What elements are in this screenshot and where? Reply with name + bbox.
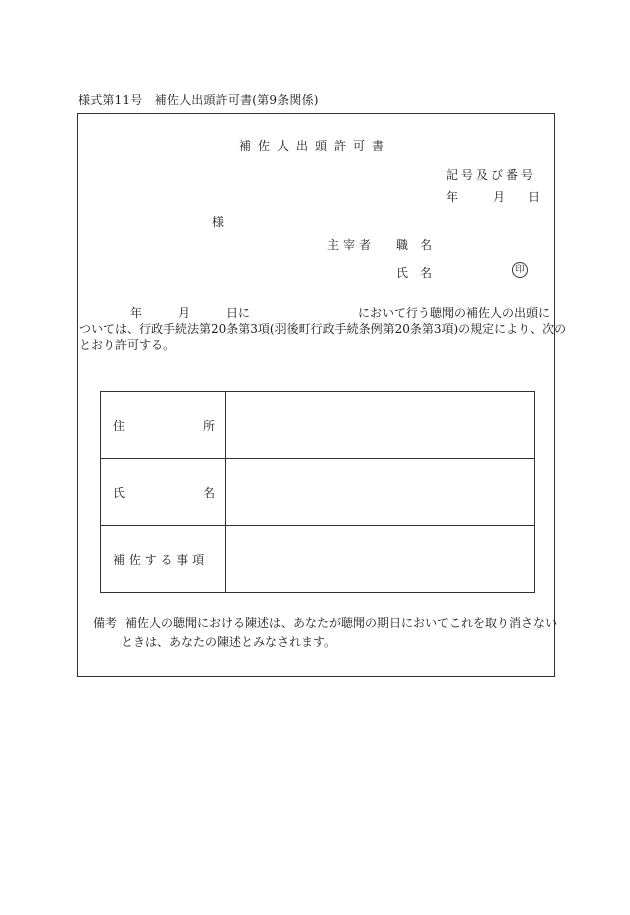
date-month: 月 [493,190,506,204]
issuer-title-label: 主宰者 [327,238,376,252]
body-line3: とおり許可する。 [79,338,176,352]
remarks-line1: 補佐人の聴聞における陳述は、あなたが聴聞の期日においてこれを取り消さない [125,616,558,630]
name-label: 氏 名 [396,266,433,280]
name-value-cell[interactable] [226,459,535,526]
body-year: 年 [130,306,143,320]
table-row [101,459,535,526]
body-day: 日に [226,306,251,320]
matters-value-cell[interactable] [226,526,535,593]
address-value-cell[interactable] [226,392,535,459]
remarks [93,614,557,633]
remarks-line2: ときは、あなたの陳述とみなされます。 [121,635,337,649]
addressee-suffix: 様 [212,215,225,229]
address-label-b: 所 [202,418,215,433]
table-row [101,526,535,593]
date-day: 日 [528,190,541,204]
name-label-a: 氏 [113,485,126,500]
body-line1-rest: において行う聴聞の補佐人の出頭に [358,306,551,320]
date-year: 年 [446,190,459,204]
name-label-cell [101,459,226,526]
permission-body [79,305,567,353]
position-label: 職 名 [396,238,433,252]
name-label-b: 名 [202,485,215,500]
document-number-label: 記号及び番号 [446,168,537,182]
body-line2: ついては、行政手続法第20条第3項(羽後町行政手続条例第20条第3項)の規定により、次の [79,322,567,336]
remarks-prefix: 備考 [93,616,118,630]
matters-label: 補 佐 す る 事 項 [113,552,205,567]
body-month: 月 [178,306,191,320]
form-caption: 様式第11号 補佐人出頭許可書(第9条関係) [78,93,319,107]
seal-mark: 印 [512,262,528,278]
document-title: 補佐人出頭許可書 [238,139,391,153]
assistant-info-table [100,391,535,593]
address-label-a: 住 [113,418,126,433]
matters-label-cell [101,526,226,593]
address-label-cell [101,392,226,459]
table-row [101,392,535,459]
